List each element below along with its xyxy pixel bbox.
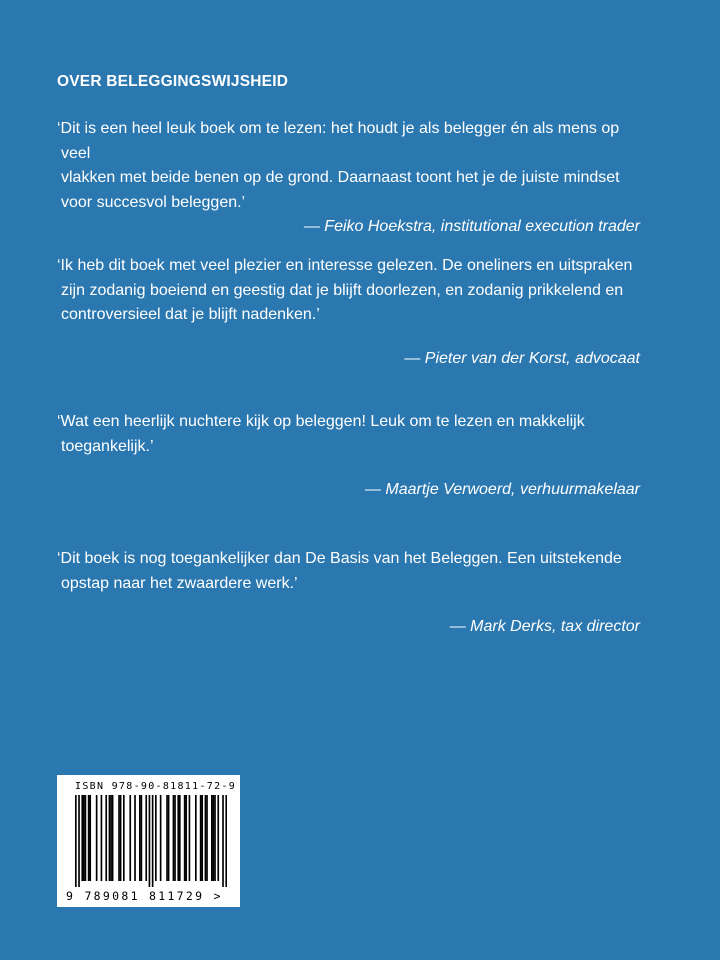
barcode-bar bbox=[174, 795, 176, 881]
barcode-bar bbox=[134, 795, 136, 881]
barcode-bar bbox=[200, 795, 202, 881]
barcode-bar bbox=[217, 795, 219, 881]
barcode-bar bbox=[145, 795, 147, 881]
barcode-bar bbox=[129, 795, 131, 881]
barcode-bar bbox=[101, 795, 103, 881]
barcode-bar bbox=[96, 795, 98, 881]
barcode-bar bbox=[85, 795, 87, 881]
barcode-bar bbox=[155, 795, 157, 881]
barcode-bar bbox=[88, 795, 90, 881]
quote-text: ‘Dit boek is nog toegankelijker dan De Basis van het Beleggen. Een uitstekende opstap naar het zwaardere werk.’ bbox=[57, 550, 622, 592]
barcode-bar bbox=[152, 795, 154, 887]
barcode-bar bbox=[110, 795, 112, 881]
isbn-label: ISBN 978-90-81811-72-9 bbox=[75, 781, 237, 792]
barcode-bar bbox=[189, 795, 191, 881]
barcode-bar bbox=[205, 795, 207, 881]
quote-text: ‘Wat een heerlijk nuchtere kijk op beleggen! Leuk om te lezen en makkelijk toegankelijk.’ bbox=[57, 413, 585, 455]
barcode-bar bbox=[179, 795, 181, 881]
ean-digits: 9 789081 811729 > bbox=[66, 889, 223, 903]
quote-attribution: — Maartje Verwoerd, verhuurmakelaar bbox=[364, 481, 640, 498]
barcode-bar bbox=[78, 795, 80, 887]
quote-block bbox=[57, 547, 647, 639]
barcode-bar bbox=[123, 795, 125, 881]
barcode-bar bbox=[225, 795, 227, 887]
barcode-bar bbox=[105, 795, 107, 881]
isbn-barcode bbox=[57, 775, 240, 907]
barcode-bar bbox=[168, 795, 170, 881]
barcode-bar bbox=[118, 795, 120, 881]
barcode-bar bbox=[141, 795, 143, 881]
barcode-bar bbox=[213, 795, 215, 881]
barcode-bar bbox=[83, 795, 85, 881]
barcode-bar bbox=[120, 795, 122, 881]
barcode-bar bbox=[75, 795, 77, 887]
barcode-bar bbox=[166, 795, 168, 881]
barcode-bar bbox=[201, 795, 203, 881]
barcode-bar bbox=[206, 795, 208, 881]
quote-block bbox=[57, 117, 647, 239]
quote-text: ‘Dit is een heel leuk boek om te lezen: het houdt je als belegger én als mens op veel vlakken met beide benen op de grond. Daarnaast toont het je de juiste mindset voor succesvol beleggen.’ bbox=[57, 120, 620, 211]
barcode-bar bbox=[211, 795, 213, 881]
section-heading: OVER BELEGGINGSWIJSHEID bbox=[57, 73, 289, 90]
barcode-bar bbox=[185, 795, 187, 881]
barcode-bar bbox=[184, 795, 186, 881]
barcode-bar bbox=[173, 795, 175, 881]
barcode-bar bbox=[89, 795, 91, 881]
barcode-bar bbox=[160, 795, 162, 881]
barcode-bar bbox=[139, 795, 141, 881]
quote-attribution: — Feiko Hoekstra, institutional execution trader bbox=[303, 218, 640, 235]
quote-attribution: — Pieter van der Korst, advocaat bbox=[404, 349, 640, 367]
barcode-bar bbox=[222, 795, 224, 887]
quote-attribution: — Mark Derks, tax director bbox=[449, 618, 640, 635]
barcode-bar bbox=[112, 795, 114, 881]
barcode-bar bbox=[149, 795, 151, 887]
quote-block bbox=[57, 410, 647, 502]
quote-block bbox=[57, 254, 647, 371]
quote-text: ‘Ik heb dit boek met veel plezier en interesse gelezen. De oneliners en uitspraken zijn zodanig boeiend en geestig dat je blijft doorlezen, en zodanig prikkelend en controversieel dat je blijft nadenken.’ bbox=[57, 257, 633, 323]
barcode-bar bbox=[81, 795, 83, 881]
barcode-bar bbox=[214, 795, 216, 881]
barcode-bars bbox=[75, 795, 227, 887]
barcode-bar bbox=[109, 795, 111, 881]
barcode-bar bbox=[177, 795, 179, 881]
barcode-bar bbox=[195, 795, 197, 881]
